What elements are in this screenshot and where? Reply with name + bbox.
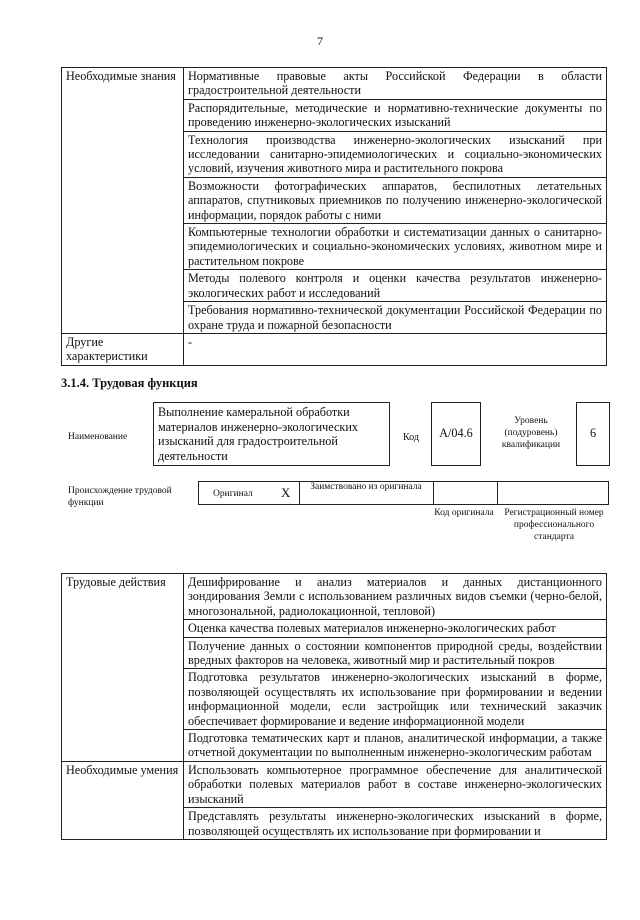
actions-table-body: [62, 574, 607, 840]
borrowed-label: Заимствовано из оригинала: [310, 482, 422, 492]
row-item: Возможности фотографических аппаратов, беспилотных летательных аппаратов, спутниковых приемников по получению инженерно-экологической информации, порядок работы с ними: [184, 177, 607, 223]
row-item: Подготовка тематических карт и планов, аналитической информации, а также отчетной документации по выполненным инженерно-экологическим работам: [184, 730, 607, 762]
registration-number-caption: Регистрационный номер профессионального стандарта: [504, 508, 604, 542]
origin-divider-1: [299, 481, 300, 505]
table-row: [62, 574, 607, 620]
original-mark: X: [281, 485, 291, 500]
function-name-box: Выполнение камеральной обработки материалов инженерно-экологических изысканий для градостроительной деятельности: [153, 402, 390, 466]
origin-divider-3: [497, 481, 498, 505]
level-value-box: 6: [576, 402, 610, 466]
table-row: [62, 68, 607, 100]
row-item: Требования нормативно-технической документации Российской Федерации по охране труда и пожарной безопасности: [184, 302, 607, 334]
actions-table: [61, 573, 607, 840]
row-item: Методы полевого контроля и оценки качества результатов инженерно-экологических работ и исследований: [184, 270, 607, 302]
row-item: Использовать компьютерное программное обеспечение для аналитической обработки полевых материалов работ в составе инженерно-экологических изысканий: [184, 761, 607, 807]
row-label: Необходимые умения: [62, 761, 184, 839]
row-item: Технология производства инженерно-экологических изысканий при исследовании санитарно-эпидемиологических и социально-экономических условий, изучения животного мира и растительного покрова: [184, 131, 607, 177]
row-item: Нормативные правовые акты Российской Федерации в области градостроительной деятельности: [184, 68, 607, 100]
row-item: Получение данных о состоянии компонентов природной среды, воздействии вредных факторов на человека, животный мир и растительный покров: [184, 637, 607, 669]
origin-row: [198, 481, 609, 505]
page-number: 7: [317, 34, 323, 48]
section-title: 3.1.4. Трудовая функция: [61, 376, 198, 390]
knowledge-table-body: [62, 68, 607, 366]
origin-label: Происхождение трудовой функции: [68, 486, 172, 508]
row-item: -: [184, 333, 607, 365]
row-label: Необходимые знания: [62, 68, 184, 334]
code-label: Код: [403, 432, 419, 443]
row-item: Оценка качества полевых материалов инженерно-экологических работ: [184, 620, 607, 637]
row-item: Дешифрирование и анализ материалов и данных дистанционного зондирования Земли с использованием различных видов съемки (черно-белой, многозональной, радиолокационной, тепловой): [184, 574, 607, 620]
original-label: Оригинал: [213, 489, 253, 499]
table-row: [62, 761, 607, 807]
origin-divider-2: [433, 481, 434, 505]
function-code-box: A/04.6: [431, 402, 481, 466]
row-item: Представлять результаты инженерно-экологических изысканий в форме, позволяющей осуществлять их использование при формировании и: [184, 808, 607, 840]
code-original-caption: Код оригинала: [434, 508, 494, 518]
table-row: [62, 333, 607, 365]
row-item: Компьютерные технологии обработки и систематизации данных о санитарно-эпидемиологических и социально-экономических условиях, животном мире и растительном покрове: [184, 224, 607, 270]
level-label: Уровень (подуровень) квалификации: [501, 416, 561, 450]
row-label: Трудовые действия: [62, 574, 184, 762]
row-label: Другие характеристики: [62, 333, 184, 365]
name-label: Наименование: [68, 432, 128, 442]
row-item: Распорядительные, методические и нормативно-технические документы по проведению инженерно-экологических изысканий: [184, 99, 607, 131]
knowledge-table: [61, 67, 607, 366]
row-item: Подготовка результатов инженерно-экологических изысканий в форме, позволяющей осуществлять их использование при формировании и ведении информационной модели, если застройщик или технический заказчик обеспечивает формирование и ведение информационной модели: [184, 669, 607, 730]
